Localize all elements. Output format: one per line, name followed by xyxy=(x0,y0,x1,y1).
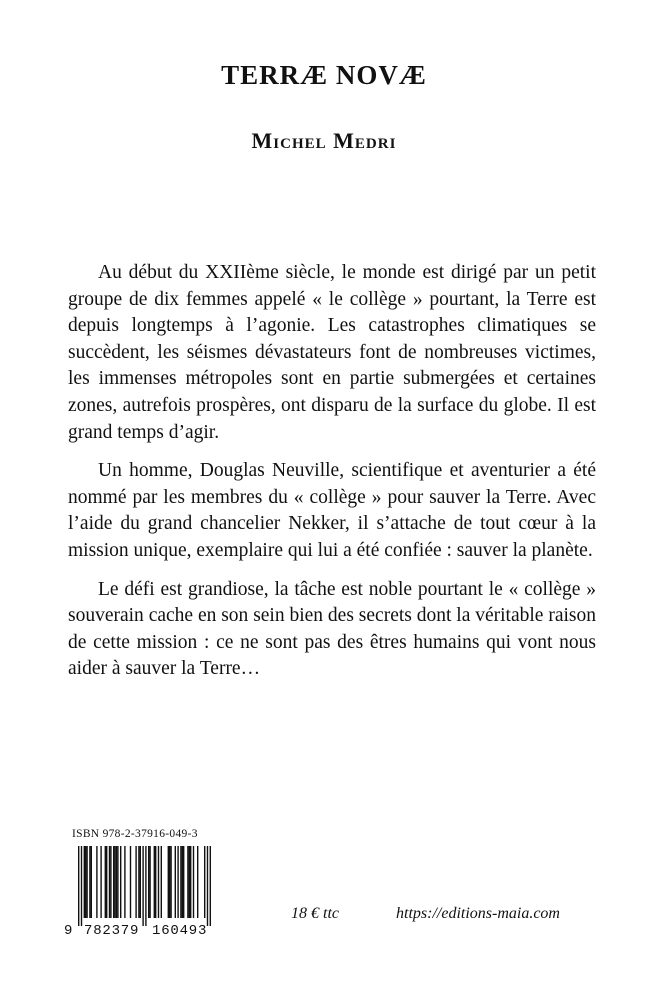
blurb-paragraph-2: Un homme, Douglas Neuville, scientifique et aventurier a été nommé par les membres du « collège » pour sauver la Terre. Avec l’aide du grand chancelier Nekker, il s’attache de tout cœur à la mission unique, exemplaire qui lui a été confiée : sauver la planète. xyxy=(68,460,596,561)
barcode-bar xyxy=(85,846,86,918)
blurb-paragraph-1: Au début du XXIIème siècle, le monde est dirigé par un petit groupe de dix femmes appelé « le collège » pourtant, la Terre est depuis longtemps à l’agonie. Les catastrophes climatiques se succèdent, les séismes dévastateurs font de nombreuses victimes, les immenses métropoles sont en partie submergées et certaines zones, autrefois prospères, ont disparu de la surface du globe. Il est grand temps d’agir. xyxy=(68,262,596,443)
barcode-bar xyxy=(81,846,82,926)
barcode-bar xyxy=(84,846,85,918)
barcode-bar xyxy=(114,846,115,918)
barcode-bar xyxy=(175,846,176,918)
barcode-bar xyxy=(197,846,198,918)
barcode-bar xyxy=(117,846,118,918)
barcode-bar xyxy=(138,846,139,918)
barcode-bar xyxy=(96,846,97,918)
barcode-bar xyxy=(180,846,181,918)
barcode-bar xyxy=(130,846,131,918)
barcode-bar xyxy=(120,846,121,918)
blurb-paragraph-3: Le défi est grandiose, la tâche est noble pourtant le « collège » souverain cache en son sein bien des secrets dont la véritable raison de cette mission : ce ne sont pas des êtres humains qui vont nous aider à sauver la Terre… xyxy=(68,578,596,680)
barcode-right-digits: 160493 xyxy=(152,923,208,936)
price-label: 18 € ttc xyxy=(291,905,339,922)
publisher-url: https://editions-maia.com xyxy=(396,905,560,922)
barcode-bar xyxy=(168,846,169,918)
barcode-bar xyxy=(207,846,208,926)
barcode-bar xyxy=(149,846,150,918)
barcode-bar xyxy=(154,846,155,918)
barcode-bar xyxy=(86,846,87,918)
barcode-bar xyxy=(170,846,171,918)
barcode-bar xyxy=(109,846,110,918)
barcode-bar xyxy=(116,846,117,918)
barcode-bar xyxy=(140,846,141,918)
barcode-bar xyxy=(190,846,191,918)
barcode-bar xyxy=(135,846,136,918)
barcode-bar xyxy=(89,846,90,918)
barcode-bar xyxy=(124,846,125,918)
barcode-bar xyxy=(110,846,111,918)
barcode-bar xyxy=(78,846,79,926)
book-title: TERRÆ NOVÆ xyxy=(221,60,427,90)
barcode-bar xyxy=(189,846,190,918)
barcode-bars xyxy=(78,846,211,926)
barcode-bar xyxy=(187,846,188,918)
barcode-bar xyxy=(145,846,146,926)
barcode-left-digits: 782379 xyxy=(84,923,140,936)
barcode-bar xyxy=(155,846,156,918)
isbn-label: ISBN 978-2-37916-049-3 xyxy=(72,828,198,840)
barcode-bar xyxy=(100,846,101,918)
barcode-bar xyxy=(193,846,194,918)
barcode-bar xyxy=(142,846,143,926)
barcode-bar xyxy=(183,846,184,918)
barcode-bar xyxy=(158,846,159,918)
barcode-bar xyxy=(177,846,178,918)
barcode-bar xyxy=(91,846,92,918)
barcode-first-digit: 9 xyxy=(64,923,73,936)
barcode-bar xyxy=(105,846,106,918)
barcode xyxy=(62,844,222,936)
barcode-bar xyxy=(204,846,205,918)
barcode-bar xyxy=(106,846,107,918)
barcode-bar xyxy=(161,846,162,918)
barcode-bar xyxy=(169,846,170,918)
barcode-bar xyxy=(113,846,114,918)
barcode-bar xyxy=(210,846,211,926)
barcode-graphic xyxy=(62,844,222,936)
barcode-bar xyxy=(148,846,149,918)
barcode-bar xyxy=(182,846,183,918)
author-name: Michel Medri xyxy=(251,128,397,153)
back-cover-blurb xyxy=(68,260,596,695)
